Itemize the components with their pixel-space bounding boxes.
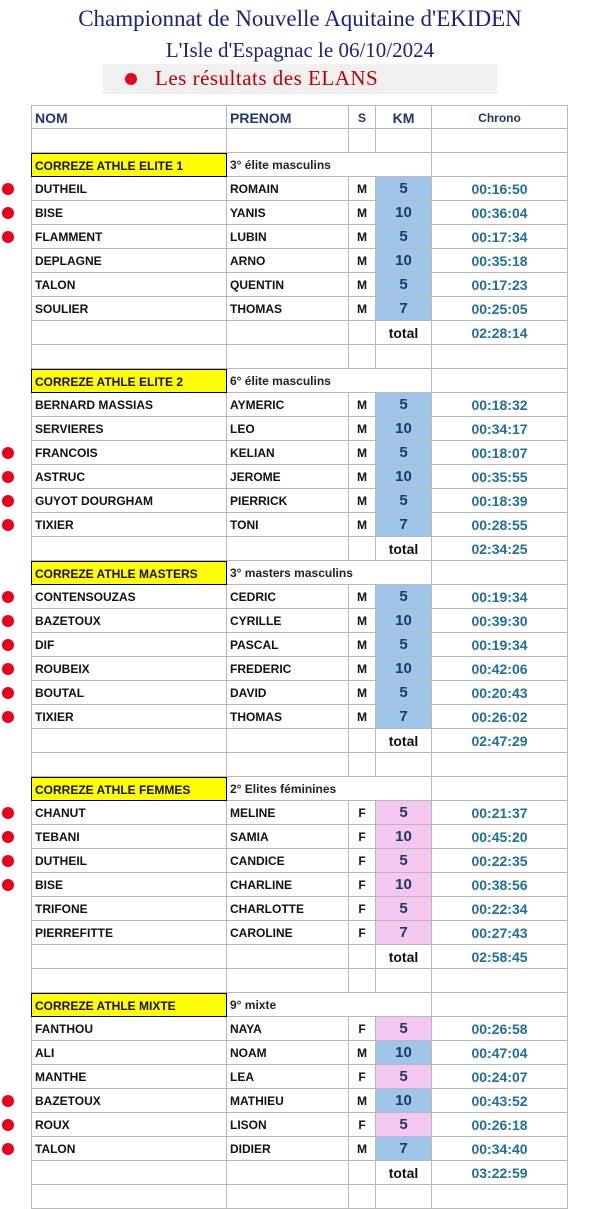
empty-cell — [376, 993, 432, 1017]
runner-chrono: 00:39:30 — [432, 609, 568, 633]
runner-prenom: LISON — [227, 1113, 349, 1137]
empty-cell — [349, 753, 376, 777]
runner-prenom: CYRILLE — [227, 609, 349, 633]
page-title: Championnat de Nouvelle Aquitaine d'EKIDEN — [78, 6, 522, 31]
runner-nom: SOULIER — [31, 297, 227, 321]
runner-km: 10 — [376, 249, 432, 273]
table-row — [31, 489, 568, 513]
runner-sexe: M — [349, 249, 376, 273]
runner-nom: PIERREFITTE — [31, 921, 227, 945]
runner-chrono: 00:17:23 — [432, 273, 568, 297]
runner-prenom: NAYA — [227, 1017, 349, 1041]
runner-chrono: 00:34:40 — [432, 1137, 568, 1161]
total-label: total — [376, 321, 432, 345]
runner-km: 5 — [376, 849, 432, 873]
empty-cell — [349, 537, 376, 561]
runner-km: 7 — [376, 705, 432, 729]
table-row — [31, 1089, 568, 1113]
runner-km: 5 — [376, 633, 432, 657]
table-row — [31, 225, 568, 249]
runner-nom: BAZETOUX — [31, 609, 227, 633]
column-header-sexe: S — [349, 105, 376, 129]
column-header-prenom: PRENOM — [227, 105, 349, 129]
empty-cell — [349, 1161, 376, 1185]
runner-nom: SERVIERES — [31, 417, 227, 441]
spacer-row — [31, 129, 568, 153]
runner-km: 10 — [376, 201, 432, 225]
empty-cell — [227, 129, 349, 153]
table-header-row — [31, 105, 568, 129]
runner-prenom: KELIAN — [227, 441, 349, 465]
table-row — [31, 417, 568, 441]
table-row — [31, 681, 568, 705]
runner-km: 10 — [376, 873, 432, 897]
runner-chrono: 00:17:34 — [432, 225, 568, 249]
table-row — [31, 201, 568, 225]
runner-sexe: F — [349, 897, 376, 921]
runner-nom: FRANCOIS — [31, 441, 227, 465]
empty-cell — [349, 345, 376, 369]
runner-prenom: THOMAS — [227, 297, 349, 321]
runner-sexe: M — [349, 705, 376, 729]
elan-dot-icon — [2, 855, 14, 867]
runner-sexe: M — [349, 441, 376, 465]
runner-prenom: TONI — [227, 513, 349, 537]
runner-sexe: F — [349, 801, 376, 825]
elan-dot-icon — [2, 471, 14, 483]
elan-dot-icon — [2, 495, 14, 507]
runner-chrono: 00:19:34 — [432, 633, 568, 657]
table-row — [31, 1041, 568, 1065]
results-label: Les résultats des ELANS — [155, 66, 379, 90]
runner-km: 10 — [376, 417, 432, 441]
runner-sexe: M — [349, 225, 376, 249]
runner-sexe: M — [349, 681, 376, 705]
runner-km: 7 — [376, 513, 432, 537]
team-category: 9° mixte — [227, 993, 376, 1017]
empty-cell — [432, 153, 568, 177]
runner-chrono: 00:22:34 — [432, 897, 568, 921]
runner-prenom: CAROLINE — [227, 921, 349, 945]
table-row — [31, 1113, 568, 1137]
empty-cell — [31, 129, 227, 153]
team-header-row — [31, 561, 568, 585]
runner-prenom: NOAM — [227, 1041, 349, 1065]
total-label: total — [376, 945, 432, 969]
elan-dot-icon — [2, 711, 14, 723]
elan-dot-legend-icon — [125, 73, 137, 85]
runner-km: 10 — [376, 465, 432, 489]
runner-chrono: 00:43:52 — [432, 1089, 568, 1113]
runner-chrono: 00:22:35 — [432, 849, 568, 873]
empty-cell — [227, 753, 349, 777]
team-name: CORREZE ATHLE MASTERS — [31, 561, 227, 585]
runner-sexe: M — [349, 633, 376, 657]
runner-sexe: M — [349, 513, 376, 537]
table-row — [31, 921, 568, 945]
team-total-row — [31, 1161, 568, 1185]
runner-prenom: SAMIA — [227, 825, 349, 849]
elan-dot-icon — [2, 231, 14, 243]
column-header-chrono: Chrono — [432, 105, 568, 129]
empty-cell — [349, 945, 376, 969]
runner-nom: TEBANI — [31, 825, 227, 849]
column-header-km: KM — [376, 105, 432, 129]
runner-chrono: 00:24:07 — [432, 1065, 568, 1089]
empty-cell — [31, 1185, 227, 1209]
team-category: 6° élite masculins — [227, 369, 376, 393]
spacer-row — [31, 1185, 568, 1209]
empty-cell — [31, 969, 227, 993]
runner-km: 5 — [376, 897, 432, 921]
results-banner — [103, 64, 497, 94]
table-row — [31, 297, 568, 321]
runner-prenom: PIERRICK — [227, 489, 349, 513]
table-row — [31, 897, 568, 921]
empty-cell — [376, 1185, 432, 1209]
runner-prenom: DAVID — [227, 681, 349, 705]
runner-sexe: M — [349, 393, 376, 417]
empty-cell — [432, 753, 568, 777]
runner-prenom: MELINE — [227, 801, 349, 825]
runner-km: 5 — [376, 273, 432, 297]
empty-cell — [227, 1185, 349, 1209]
team-header-row — [31, 153, 568, 177]
runner-km: 5 — [376, 177, 432, 201]
empty-cell — [227, 537, 349, 561]
runner-chrono: 00:35:18 — [432, 249, 568, 273]
runner-nom: ALI — [31, 1041, 227, 1065]
runner-nom: BOUTAL — [31, 681, 227, 705]
runner-sexe: M — [349, 177, 376, 201]
empty-cell — [376, 369, 432, 393]
runner-chrono: 00:26:58 — [432, 1017, 568, 1041]
table-row — [31, 249, 568, 273]
runner-prenom: MATHIEU — [227, 1089, 349, 1113]
runner-nom: ROUBEIX — [31, 657, 227, 681]
runner-chrono: 00:19:34 — [432, 585, 568, 609]
empty-cell — [376, 561, 432, 585]
runner-nom: DIF — [31, 633, 227, 657]
runner-sexe: F — [349, 1065, 376, 1089]
elan-dot-icon — [2, 639, 14, 651]
runner-km: 5 — [376, 1065, 432, 1089]
table-row — [31, 705, 568, 729]
spacer-row — [31, 753, 568, 777]
runner-sexe: M — [349, 657, 376, 681]
runner-nom: BISE — [31, 873, 227, 897]
table-row — [31, 177, 568, 201]
runner-chrono: 00:18:07 — [432, 441, 568, 465]
empty-cell — [376, 129, 432, 153]
runner-chrono: 00:28:55 — [432, 513, 568, 537]
runner-nom: TIXIER — [31, 513, 227, 537]
runner-prenom: AYMERIC — [227, 393, 349, 417]
team-name: CORREZE ATHLE ELITE 1 — [31, 153, 227, 177]
runner-sexe: F — [349, 849, 376, 873]
empty-cell — [376, 969, 432, 993]
empty-cell — [432, 561, 568, 585]
runner-chrono: 00:38:56 — [432, 873, 568, 897]
elan-dot-icon — [2, 207, 14, 219]
runner-chrono: 00:18:39 — [432, 489, 568, 513]
runner-prenom: LEA — [227, 1065, 349, 1089]
runner-nom: TALON — [31, 273, 227, 297]
team-total: 02:47:29 — [432, 729, 568, 753]
runner-chrono: 00:45:20 — [432, 825, 568, 849]
runner-prenom: ARNO — [227, 249, 349, 273]
runner-km: 5 — [376, 801, 432, 825]
runner-nom: TRIFONE — [31, 897, 227, 921]
total-label: total — [376, 1161, 432, 1185]
runner-km: 10 — [376, 657, 432, 681]
runner-prenom: CHARLINE — [227, 873, 349, 897]
team-category: 2° Elites féminines — [227, 777, 376, 801]
table-row — [31, 273, 568, 297]
empty-cell — [349, 1185, 376, 1209]
table-row — [31, 873, 568, 897]
spacer-row — [31, 969, 568, 993]
runner-nom: FLAMMENT — [31, 225, 227, 249]
runner-sexe: M — [349, 1089, 376, 1113]
runner-chrono: 00:26:18 — [432, 1113, 568, 1137]
elan-dot-icon — [2, 591, 14, 603]
empty-cell — [349, 969, 376, 993]
empty-cell — [432, 993, 568, 1017]
table-row — [31, 657, 568, 681]
runner-prenom: FREDERIC — [227, 657, 349, 681]
empty-cell — [31, 345, 227, 369]
runner-prenom: LUBIN — [227, 225, 349, 249]
empty-cell — [376, 153, 432, 177]
runner-prenom: CHARLOTTE — [227, 897, 349, 921]
runner-prenom: ROMAIN — [227, 177, 349, 201]
runner-nom: BAZETOUX — [31, 1089, 227, 1113]
runner-chrono: 00:26:02 — [432, 705, 568, 729]
empty-cell — [432, 369, 568, 393]
team-category: 3° masters masculins — [227, 561, 376, 585]
elan-dot-icon — [2, 879, 14, 891]
table-row — [31, 1017, 568, 1041]
runner-km: 7 — [376, 921, 432, 945]
runner-chrono: 00:36:04 — [432, 201, 568, 225]
table-row — [31, 513, 568, 537]
page-subtitle: L'Isle d'Espagnac le 06/10/2024 — [165, 38, 435, 62]
table-row — [31, 393, 568, 417]
runner-sexe: F — [349, 1113, 376, 1137]
empty-cell — [31, 537, 227, 561]
empty-cell — [31, 1161, 227, 1185]
table-row — [31, 849, 568, 873]
empty-cell — [227, 969, 349, 993]
runner-km: 5 — [376, 441, 432, 465]
runner-nom: CHANUT — [31, 801, 227, 825]
elan-dot-icon — [2, 1095, 14, 1107]
runner-sexe: M — [349, 273, 376, 297]
team-total-row — [31, 321, 568, 345]
team-category: 3° élite masculins — [227, 153, 376, 177]
runner-chrono: 00:42:06 — [432, 657, 568, 681]
runner-prenom: THOMAS — [227, 705, 349, 729]
runner-km: 7 — [376, 297, 432, 321]
empty-cell — [432, 345, 568, 369]
runner-nom: MANTHE — [31, 1065, 227, 1089]
elan-dot-icon — [2, 519, 14, 531]
runner-chrono: 00:18:32 — [432, 393, 568, 417]
runner-nom: BISE — [31, 201, 227, 225]
elan-dot-icon — [2, 1143, 14, 1155]
runner-km: 5 — [376, 1113, 432, 1137]
elan-dot-icon — [2, 615, 14, 627]
runner-chrono: 00:25:05 — [432, 297, 568, 321]
spacer-row — [31, 345, 568, 369]
runner-nom: TALON — [31, 1137, 227, 1161]
elan-dot-icon — [2, 183, 14, 195]
team-name: CORREZE ATHLE ELITE 2 — [31, 369, 227, 393]
empty-cell — [432, 129, 568, 153]
empty-cell — [31, 729, 227, 753]
results-table — [31, 105, 568, 1200]
team-name: CORREZE ATHLE MIXTE — [31, 993, 227, 1017]
runner-nom: DUTHEIL — [31, 849, 227, 873]
empty-cell — [376, 777, 432, 801]
total-label: total — [376, 729, 432, 753]
empty-cell — [227, 345, 349, 369]
team-header-row — [31, 777, 568, 801]
team-total: 02:34:25 — [432, 537, 568, 561]
empty-cell — [227, 1161, 349, 1185]
runner-sexe: M — [349, 417, 376, 441]
runner-prenom: YANIS — [227, 201, 349, 225]
team-total: 03:22:59 — [432, 1161, 568, 1185]
empty-cell — [376, 345, 432, 369]
table-row — [31, 825, 568, 849]
runner-nom: DEPLAGNE — [31, 249, 227, 273]
runner-nom: GUYOT DOURGHAM — [31, 489, 227, 513]
runner-km: 10 — [376, 609, 432, 633]
runner-sexe: F — [349, 873, 376, 897]
runner-nom: FANTHOU — [31, 1017, 227, 1041]
runner-chrono: 00:16:50 — [432, 177, 568, 201]
runner-sexe: M — [349, 201, 376, 225]
runner-chrono: 00:21:37 — [432, 801, 568, 825]
runner-sexe: M — [349, 1041, 376, 1065]
elan-dot-icon — [2, 687, 14, 699]
runner-prenom: LEO — [227, 417, 349, 441]
runner-km: 5 — [376, 225, 432, 249]
runner-km: 10 — [376, 1041, 432, 1065]
elan-dot-icon — [2, 831, 14, 843]
runner-chrono: 00:20:43 — [432, 681, 568, 705]
runner-sexe: M — [349, 465, 376, 489]
empty-cell — [227, 945, 349, 969]
runner-km: 7 — [376, 1137, 432, 1161]
runner-sexe: F — [349, 825, 376, 849]
table-row — [31, 585, 568, 609]
table-row — [31, 1137, 568, 1161]
table-row — [31, 609, 568, 633]
runner-prenom: CEDRIC — [227, 585, 349, 609]
empty-cell — [227, 321, 349, 345]
runner-sexe: M — [349, 297, 376, 321]
runner-prenom: JEROME — [227, 465, 349, 489]
table-row — [31, 801, 568, 825]
runner-nom: CONTENSOUZAS — [31, 585, 227, 609]
runner-sexe: M — [349, 489, 376, 513]
team-total-row — [31, 537, 568, 561]
runner-nom: DUTHEIL — [31, 177, 227, 201]
runner-prenom: CANDICE — [227, 849, 349, 873]
runner-chrono: 00:47:04 — [432, 1041, 568, 1065]
team-name: CORREZE ATHLE FEMMES — [31, 777, 227, 801]
runner-nom: TIXIER — [31, 705, 227, 729]
runner-prenom: QUENTIN — [227, 273, 349, 297]
empty-cell — [432, 969, 568, 993]
runner-km: 5 — [376, 489, 432, 513]
elan-dot-icon — [2, 807, 14, 819]
team-header-row — [31, 993, 568, 1017]
runner-sexe: M — [349, 1137, 376, 1161]
empty-cell — [349, 129, 376, 153]
runner-sexe: M — [349, 585, 376, 609]
empty-cell — [349, 729, 376, 753]
runner-km: 10 — [376, 1089, 432, 1113]
elan-dot-icon — [2, 1119, 14, 1131]
runner-km: 5 — [376, 393, 432, 417]
runner-chrono: 00:35:55 — [432, 465, 568, 489]
empty-cell — [349, 321, 376, 345]
empty-cell — [432, 1185, 568, 1209]
runner-nom: ROUX — [31, 1113, 227, 1137]
team-total-row — [31, 945, 568, 969]
runner-nom: ASTRUC — [31, 465, 227, 489]
table-row — [31, 1065, 568, 1089]
runner-sexe: F — [349, 1017, 376, 1041]
runner-chrono: 00:27:43 — [432, 921, 568, 945]
team-header-row — [31, 369, 568, 393]
runner-km: 10 — [376, 825, 432, 849]
runner-km: 5 — [376, 585, 432, 609]
empty-cell — [31, 945, 227, 969]
empty-cell — [31, 753, 227, 777]
table-row — [31, 633, 568, 657]
elan-dot-icon — [2, 447, 14, 459]
total-label: total — [376, 537, 432, 561]
runner-km: 5 — [376, 681, 432, 705]
runner-nom: BERNARD MASSIAS — [31, 393, 227, 417]
runner-chrono: 00:34:17 — [432, 417, 568, 441]
runner-sexe: M — [349, 609, 376, 633]
team-total-row — [31, 729, 568, 753]
empty-cell — [376, 753, 432, 777]
elan-dot-icon — [2, 663, 14, 675]
table-row — [31, 441, 568, 465]
empty-cell — [31, 321, 227, 345]
runner-prenom: DIDIER — [227, 1137, 349, 1161]
empty-cell — [432, 777, 568, 801]
runner-prenom: PASCAL — [227, 633, 349, 657]
table-row — [31, 465, 568, 489]
empty-cell — [227, 729, 349, 753]
column-header-nom: NOM — [31, 105, 227, 129]
team-total: 02:28:14 — [432, 321, 568, 345]
team-total: 02:58:45 — [432, 945, 568, 969]
runner-sexe: F — [349, 921, 376, 945]
runner-km: 5 — [376, 1017, 432, 1041]
